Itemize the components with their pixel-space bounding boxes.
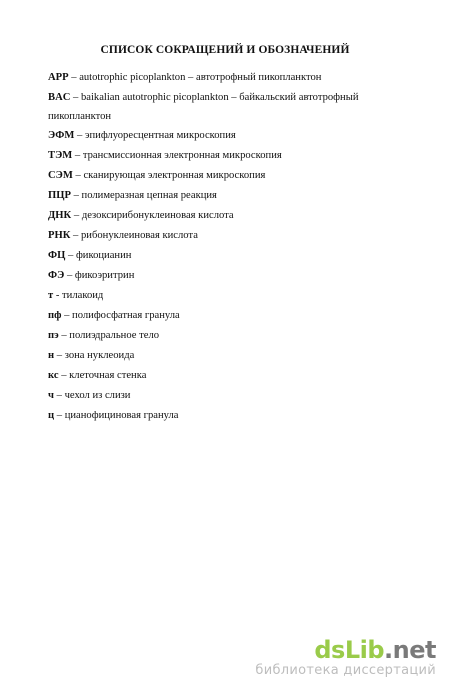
list-item [48,386,428,406]
abbreviation: ПЦР [48,190,71,201]
abbreviation: ДНК [48,210,72,221]
abbreviation: ЭФМ [48,130,75,141]
abbreviation: н [48,350,55,361]
definition: – полимеразная цепная реакция [70,190,217,201]
definition: – полифосфатная гранула [61,310,180,321]
list-item [48,346,428,366]
abbreviation: ц [48,410,55,421]
list-item [48,366,428,386]
abbreviation: ФЦ [48,250,66,261]
list-item [48,246,428,266]
definition: – чехол из слизи [53,390,131,401]
list-item [48,166,428,186]
definition-continuation: пикопланктон [48,111,112,122]
abbreviation: пэ [48,330,59,341]
abbreviation: APP [48,72,69,83]
definition: – дезоксирибонуклеиновая кислота [71,210,234,221]
abbreviation: кс [48,370,59,381]
definition: – зона нуклеоида [54,350,135,361]
definition: – цианофициновая гранула [54,410,179,421]
list-item [48,406,428,426]
abbreviation: ФЭ [48,270,65,281]
list-item [48,146,428,166]
definition: – трансмиссионная электронная микроскопия [72,150,282,161]
abbreviation: СЭМ [48,170,73,181]
definition: – рибонуклеиновая кислота [70,230,198,241]
abbreviation: ч [48,390,54,401]
list-item [48,326,428,346]
definition: – клеточная стенка [58,370,147,381]
definition: - тилакоид [53,290,104,301]
abbreviation: РНК [48,230,71,241]
list-item [48,306,428,326]
list-item [48,68,428,88]
list-item [48,186,428,206]
definition: – autotrophic picoplankton – автотрофный пикопланктон [68,72,322,83]
definition: – baikalian autotrophic picoplankton – байкальский автотрофный [70,92,359,103]
dslib-logo: dsLib.net [314,636,436,664]
abbreviation: BAC [48,92,71,103]
list-item [48,266,428,286]
definition: – эпифлуоресцентная микроскопия [74,130,236,141]
list-item [48,226,428,246]
watermark-subtitle: библиотека диссертаций [255,663,436,678]
abbreviation: пф [48,310,62,321]
definition: – фикоэритрин [64,270,135,281]
dslib-watermark[interactable] [255,637,436,679]
list-item [48,88,428,126]
definition: – сканирующая электронная микроскопия [72,170,266,181]
definition: – фикоцианин [65,250,132,261]
list-item [48,206,428,226]
abbreviation-list [48,68,428,426]
abbreviation: ТЭМ [48,150,73,161]
list-item [48,126,428,146]
page-title: СПИСОК СОКРАЩЕНИЙ И ОБОЗНАЧЕНИЙ [100,44,350,56]
list-item [48,286,428,306]
abbreviation: т [48,290,54,301]
definition: – полиэдральное тело [58,330,160,341]
